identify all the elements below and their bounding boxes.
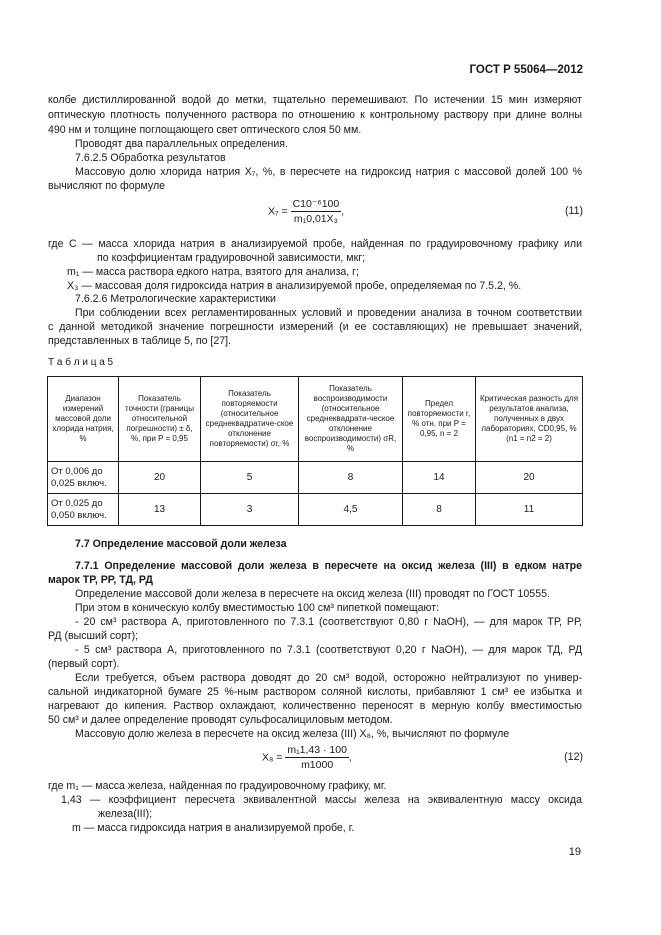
paragraph-line: - 20 см³ раствора А, приготовленного по 7.3.1 (соответствуют 0,80 г NaOH), — для марок ТР, РР, — [75, 616, 582, 628]
standard-header: ГОСТ Р 55064—2012 — [469, 64, 583, 76]
table-cell: 13 — [119, 494, 201, 526]
table-row — [48, 462, 583, 494]
formula-fraction — [285, 744, 349, 771]
section-heading-77: 7.7 Определение массовой доли железа — [75, 538, 287, 550]
where-line: m — масса гидроксида натрия в анализируемой пробе, г. — [72, 822, 355, 834]
paragraph-line: - 5 см³ раствора А, приготовленного по 7.3.1 (соответствуют 0,20 г NaOH), — для марок ТД, РД — [75, 644, 582, 656]
where-line: m₁ — масса раствора едкого натра, взятого для анализа, г; — [67, 266, 359, 278]
table-cell: 8 — [403, 494, 476, 526]
equation-number: (11) — [564, 205, 583, 217]
formula-fraction — [291, 198, 345, 225]
paragraph-line: Определение массовой доли железа в пересчете на оксид железа (III) проводят по ГОСТ 10555. — [75, 588, 550, 600]
table-cell: 8 — [299, 462, 403, 494]
paragraph-line: РД (высший сорт); — [48, 630, 139, 642]
table-cell: 20 — [476, 462, 583, 494]
table-row — [48, 494, 583, 526]
formula-lhs: X₈ = — [262, 751, 283, 764]
formula-tail: , — [341, 205, 345, 218]
paragraph-line: При этом в коническую колбу вместимостью 100 см³ пипеткой помещают: — [75, 602, 440, 614]
table-cell: 5 — [201, 462, 299, 494]
table-cell: 4,5 — [299, 494, 403, 526]
paragraph-line: При соблюдении всех регламентированных условий и проведении анализа в точном соответствии — [75, 307, 582, 319]
paragraph-line: Массовую долю хлорида натрия X₇, %, в пересчете на гидроксид натрия с массовой долей 100 % — [75, 166, 582, 178]
formula-denominator: m1000 — [301, 759, 334, 771]
where-line: 1,43 — коэффициент пересчета эквивалентной массы железа на эквивалентную массу оксида — [61, 794, 582, 806]
page-number: 19 — [568, 846, 581, 858]
section-heading-7625: 7.6.2.5 Обработка результатов — [75, 152, 226, 164]
section-heading-7626: 7.6.2.6 Метрологические характеристики — [75, 293, 276, 305]
formula-12 — [262, 744, 352, 771]
table-header-row — [48, 377, 583, 462]
paragraph-line: Если требуется, объем раствора доводят до 20 см³ водой, осторожно нейтрализуют по универ- — [75, 672, 582, 684]
where-line: X₃ — массовая доля гидроксида натрия в анализируемой пробе, определяемая по 7.5.2, %. — [67, 280, 522, 292]
table-5 — [47, 376, 583, 526]
table-cell: 20 — [119, 462, 201, 494]
equation-number: (12) — [564, 751, 583, 763]
formula-numerator: m₁1,43 · 100 — [287, 744, 347, 756]
where-line: где C — масса хлорида натрия в анализируемой пробе, найденная по градуировочному графику или — [48, 238, 582, 250]
table-cell: 3 — [201, 494, 299, 526]
paragraph-line: колбе дистиллированной водой до метки, тщательно перемешивают. По истечении 15 мин измеряют — [48, 94, 582, 106]
formula-11 — [268, 198, 344, 225]
formula-tail: , — [348, 751, 352, 764]
paragraph-line: Массовую долю железа в пересчете на оксид железа (III) X₈, %, вычисляют по формуле — [75, 728, 510, 740]
formula-numerator: C10⁻⁶100 — [292, 198, 340, 210]
paragraph-line: представленных в таблице 5, по [27]. — [48, 335, 232, 347]
paragraph-line: с данной методикой значение погрешности измерений (и ее составляющих) не превышает значений, — [48, 321, 582, 333]
table-cell: 11 — [476, 494, 583, 526]
section-heading-771: 7.7.1 Определение массовой доли железа в пересчете на оксид железа (III) в едком натре — [75, 560, 582, 572]
where-line: по коэффициентам градуировочной зависимости, мкг; — [97, 252, 366, 264]
paragraph-line: вычисляют по формуле — [48, 180, 166, 192]
table-cell: От 0,025 до 0,050 включ. — [48, 494, 119, 526]
table-header-cell: Критическая разность для результатов анализа, полученных в двух лабораториях, CD0,95, % (n1 = n2 = 2) — [476, 377, 583, 462]
table-header-cell: Показатель воспроизводимости (относительное среднеквадрати-ческое отклонение воспроизводимости) σR, % — [299, 377, 403, 462]
formula-lhs: X₇ = — [268, 205, 288, 218]
table-header-cell: Диапазон измерений массовой доли хлорида натрия, % — [48, 377, 119, 462]
formula-denominator: m₁0,01X₃ — [293, 213, 338, 225]
paragraph-line: нагревают до кипения. Раствор охлаждают, количественно переносят в мерную колбу вместимостью — [48, 700, 582, 712]
paragraph-line: 490 нм и толщине поглощающего свет оптического слоя 50 мм. — [48, 124, 362, 136]
where-line: где m₁ — масса железа, найденная по градуировочному графику, мг. — [48, 780, 387, 792]
table-header-cell: Предел повторяемости r, % отн. при P = 0,95, n = 2 — [403, 377, 476, 462]
paragraph-line: (первый сорт). — [48, 658, 120, 670]
paragraph-line: оптическую плотность полученного раствора по отношению к контрольному раствору при длине волны — [48, 109, 582, 121]
paragraph-line: сальной индикаторной бумаге 25 %-ным раствором соляной кислоты, прибавляют 1 см³ ее избытка и — [48, 686, 582, 698]
section-heading-771-cont: марок ТР, РР, ТД, РД — [48, 574, 153, 586]
table-header-cell: Показатель повторяемости (относительное среднеквадратиче-ское отклонение повторяемости) σr, % — [201, 377, 299, 462]
paragraph-line: 50 см³ и далее определение проводят сульфосалициловым методом. — [48, 714, 393, 726]
where-line: железа(III); — [98, 808, 153, 820]
table-caption: Т а б л и ц а 5 — [48, 357, 114, 368]
paragraph-line: Проводят два параллельных определения. — [75, 138, 288, 150]
table-cell: 14 — [403, 462, 476, 494]
table-header-cell: Показатель точности (границы относительной погрешности) ± δ, %, при P = 0,95 — [119, 377, 201, 462]
table-cell: От 0,006 до 0,025 включ. — [48, 462, 119, 494]
